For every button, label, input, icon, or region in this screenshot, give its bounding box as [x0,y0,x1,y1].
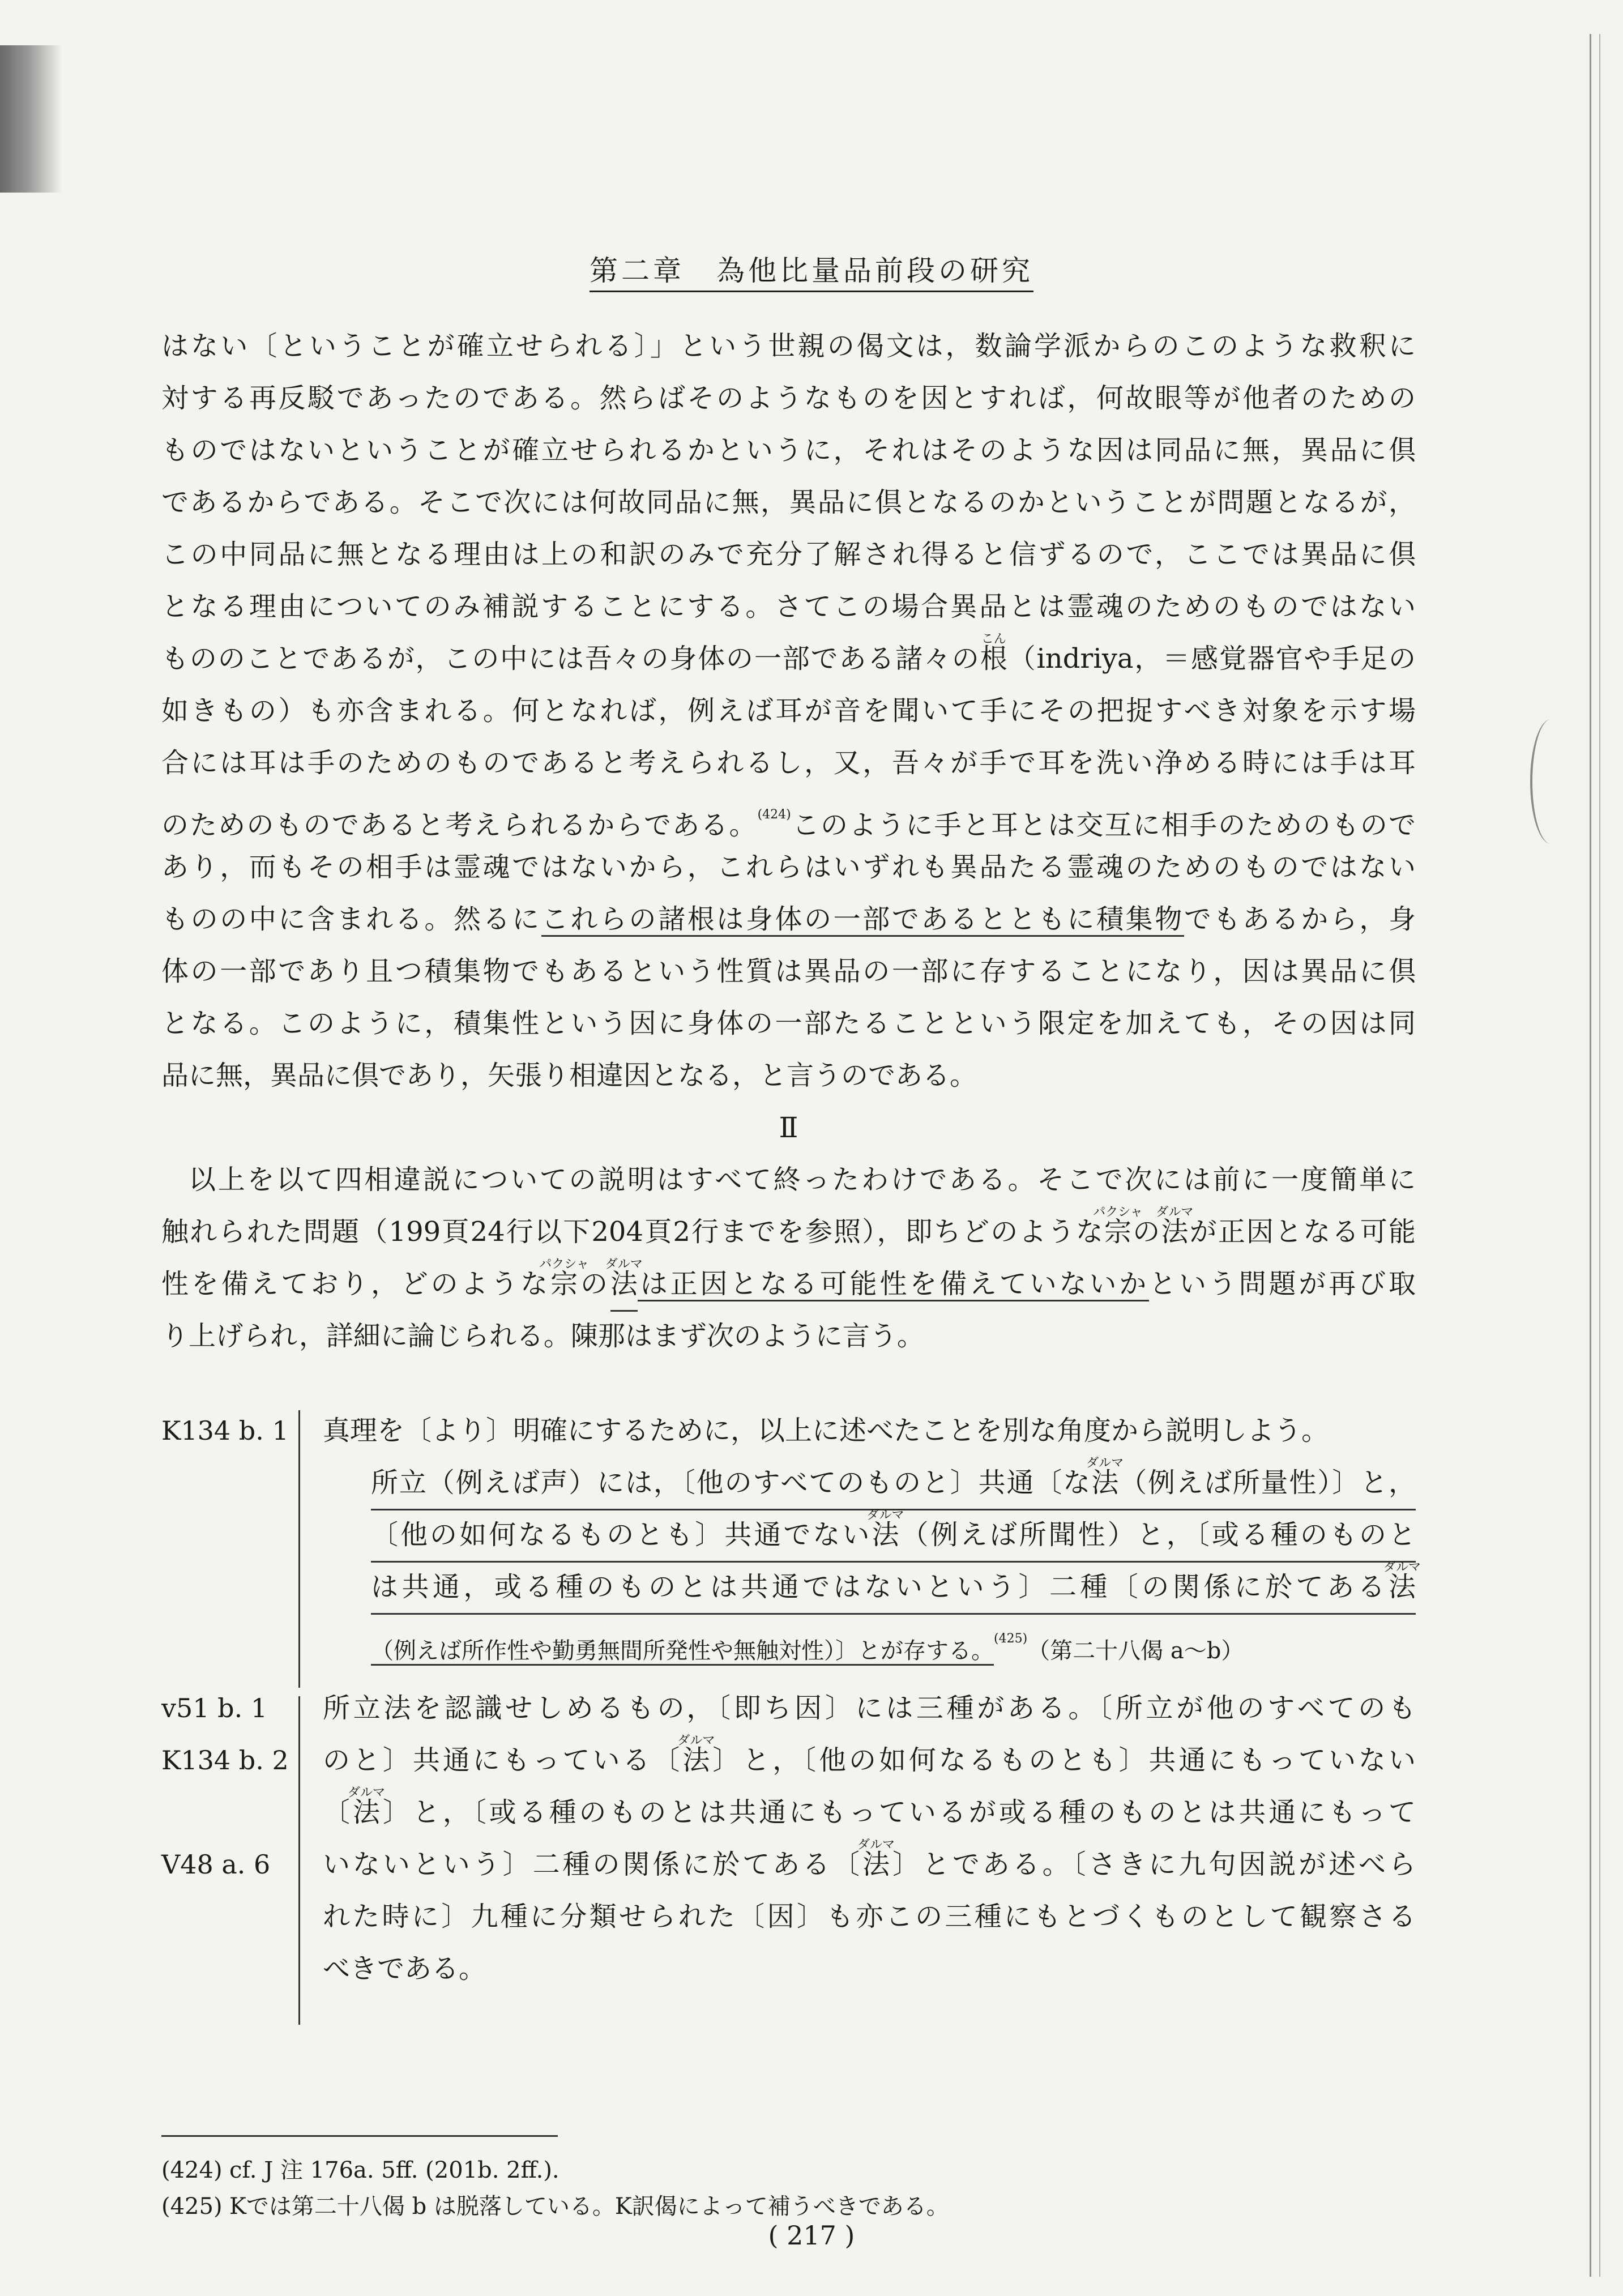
text-segment: （第二十八偈 a〜b） [1027,1638,1244,1664]
text-segment: （例えば所聞性）と，〔或る種のものと [899,1519,1416,1551]
pen-mark [1530,719,1572,844]
ruby-term [1093,1205,1143,1258]
ruby-reading: ダルマ [605,1257,643,1271]
quote-row [161,1890,1416,1943]
text-segment: のと〕共通にもっている〔 [323,1744,683,1776]
ruby-reading: ダルマ [1383,1560,1421,1574]
text-line: 以上を以て四相違説についての説明はすべて終ったわけである。そこで次には前に一度簡単に [189,1164,1416,1196]
text-line: となる理由についてのみ補説することにする。さてこの場合異品とは霊魂のためのものではない [161,591,1416,622]
ruby-reading: ダルマ [677,1734,715,1748]
text-line: であるからである。そこで次には何故同品に無，異品に倶となるのかということが問題となるが， [161,486,1416,518]
footnote-number: (424) [161,2157,223,2183]
chapter-title: 第二章 為他比量品前段の研究 [590,254,1033,292]
ruby-term [1156,1205,1194,1258]
ruby-term [677,1734,715,1786]
ruby-term [605,1257,643,1312]
ruby-term [857,1838,895,1890]
ruby-reading: こん [981,632,1006,646]
quote-row [161,1405,1416,1457]
text-segment: 〕とである。〔さきに九句因説が述べら [890,1849,1416,1880]
source-ref: K134 b. 1 [161,1415,289,1446]
text-segment: 〔他の如何なるものとも〕共通でない [371,1519,872,1551]
footnote-number: (425) [161,2193,223,2220]
quote-row [161,1786,1416,1838]
quote-row [161,1457,1416,1509]
ruby-term [980,633,1007,685]
ruby-base: 法 [1091,1467,1119,1499]
text-line [161,1258,1416,1310]
text-segment: このように手と耳とは交互に相手のためのもので [791,809,1416,841]
quotation-block [161,1405,1421,1995]
text-line [161,633,1416,685]
footnote-text: cf. J 注 176a. 5ff. (201b. 2ff.). [229,2157,559,2183]
text-segment: が正因となる可能 [1188,1216,1416,1248]
ruby-base: 法 [610,1268,638,1300]
footnote [161,2188,949,2225]
ruby-reading: パクシャ [539,1257,589,1271]
text-line: 体の一部であり且つ積集物でもあるという性質は異品の一部に存することになり，因は異品に倶 [161,955,1416,987]
text-line [161,1206,1416,1258]
ruby-base: 宗 [1104,1216,1132,1248]
source-ref: K134 b. 2 [161,1745,289,1776]
main-text [161,320,1416,1362]
running-head [0,248,1623,289]
text-line: この中同品に無となる理由は上の和訳のみで充分了解され得ると信ずるので，ここでは異品に倶 [161,539,1416,570]
text-segment: 性を備えており，どのような [161,1268,551,1300]
ruby-base: 法 [682,1744,710,1776]
quote-row [161,1682,1416,1734]
text-segment: （例えば所量性）〕と， [1118,1467,1416,1499]
ruby-reading: ダルマ [347,1786,385,1800]
text-line [161,893,1416,945]
text-segment: 所立（例えば声）には，〔他のすべてのものと〕共通〔な [371,1467,1092,1499]
underlined-text: これらの諸根は身体の一部であるとともに積集物 [541,903,1184,937]
text-segment: 〕と，〔他の如何なるものとも〕共通にもっていない [710,1744,1416,1776]
ruby-base: 法 [862,1849,890,1880]
ruby-base: 法 [352,1796,380,1828]
footnote-ref: (424) [757,808,791,822]
text-segment: 触れられた問題（199頁24行以下204頁2行までを参照），即ちどのような [161,1216,1105,1248]
ruby-term [1383,1560,1421,1613]
text-line: ものではないということが確立せられるかというに，それはそのような因は同品に無，異品に倶 [161,434,1416,466]
text-line: り上げられ，詳細に論じられる。陳那はまず次のように言う。 [161,1320,924,1352]
underlined-text: （例えば所作性や勤勇無間所発性や無触対性）〕とが存する。 [371,1638,994,1666]
quote-line: れた時に〕九種に分類せられた〔因〕も亦この三種にもとづくものとして観察さる [323,1901,1416,1932]
ruby-reading: パクシャ [1093,1205,1143,1219]
quote-line [323,1838,1416,1890]
text-segment: の [1131,1216,1161,1248]
text-line: 品に無，異品に倶であり，矢張り相違因となる，と言うのである。 [161,1060,977,1091]
quote-row [161,1509,1416,1561]
ruby-reading: ダルマ [1086,1456,1124,1470]
quote-line: 真理を〔より〕明確にするために，以上に述べたことを別な角度から説明しよう。 [323,1415,1329,1446]
quote-row [161,1838,1416,1890]
text-line: あり，而もその相手は霊魂ではないから，これらはいずれも異品たる霊魂のためのものではない [161,851,1416,883]
scan-edge-right [1590,34,1600,2277]
source-ref: v51 b. 1 [161,1693,268,1723]
ruby-term [1086,1456,1124,1509]
footnote-rule [161,2135,558,2137]
ruby-base: 法 [1388,1571,1416,1603]
source-ref: V48 a. 6 [161,1849,271,1880]
ruby-term [866,1508,904,1561]
quote-line: 所立法を認識せしめるもの，〔即ち因〕には三種がある。〔所立が他のすべてのも [323,1692,1416,1724]
ruby-reading: ダルマ [1156,1205,1194,1219]
quote-line: べきである。 [323,1953,486,1985]
quote-line [371,1509,1416,1563]
footnote [161,2152,949,2188]
text-line: 合には耳は手のためのものであると考えられるし，又，吾々が手で耳を洗い浄める時には手は耳 [161,747,1416,779]
page-number: ( 217 ) [768,2220,855,2251]
ruby-reading: ダルマ [866,1508,904,1522]
quote-row [161,1560,1421,1613]
ruby-base: 法 [872,1519,899,1551]
ruby-term [347,1786,385,1838]
quote-line [371,1560,1421,1615]
ruby-base: 根 [980,643,1007,675]
text-segment: でもあるから，身 [1184,903,1416,935]
ruby-base: 法 [1161,1216,1189,1248]
quote-row [161,1943,1416,1995]
text-line: 対する再反駁であったのである。然らばそのようなものを因とすれば，何故眼等が他者のための [161,382,1416,414]
text-line: 如きもの）も亦含まれる。何となれば，例えば耳が音を聞いて手にその把捉すべき対象を示す場 [161,695,1416,727]
ruby-reading: ダルマ [857,1838,895,1852]
scan-shadow-left [0,45,62,193]
text-line: となる。このように，積集性という因に身体の一部たることという限定を加えても，その因は同 [161,1008,1416,1039]
ruby-term [539,1257,589,1310]
section-mark: Ⅱ [779,1111,798,1144]
text-segment: もののことであるが，この中には吾々の身体の一部である諸々の [161,643,980,675]
text-segment: いないという〕二種の関係に於てある〔 [323,1849,862,1880]
text-line [161,789,1416,841]
quote-row [161,1613,1416,1665]
quote-line [371,1613,1416,1677]
quote-line [323,1734,1416,1786]
text-segment: 〕と，〔或る種のものとは共通にもっているが或る種のものとは共通にもって [379,1796,1416,1828]
ruby-base: 宗 [550,1268,578,1300]
text-line: はない〔ということが確立せられる〕」という世親の偈文は，数論学派からのこのような救釈に [161,330,1416,362]
text-segment: のためのものであると考えられるからである。 [161,809,758,841]
footnotes [161,2152,949,2225]
text-segment: の [578,1268,610,1300]
text-segment: という問題が再び取 [1149,1268,1416,1300]
footnote-ref: (425) [994,1632,1028,1646]
underlined-text: は正因となる可能性を備えていないか [638,1268,1149,1301]
text-segment: は共通，或る種のものとは共通ではないという〕二種〔の関係に於てある [371,1571,1389,1603]
text-segment: （indriya，＝感覚器官や手足の [1007,643,1416,675]
text-segment: ものの中に含まれる。然るに [161,903,541,935]
text-segment: 〔 [323,1796,353,1828]
footnote-text: Kでは第二十八偈 b は脱落している。K訳偈によって補うべきである。 [229,2193,949,2220]
